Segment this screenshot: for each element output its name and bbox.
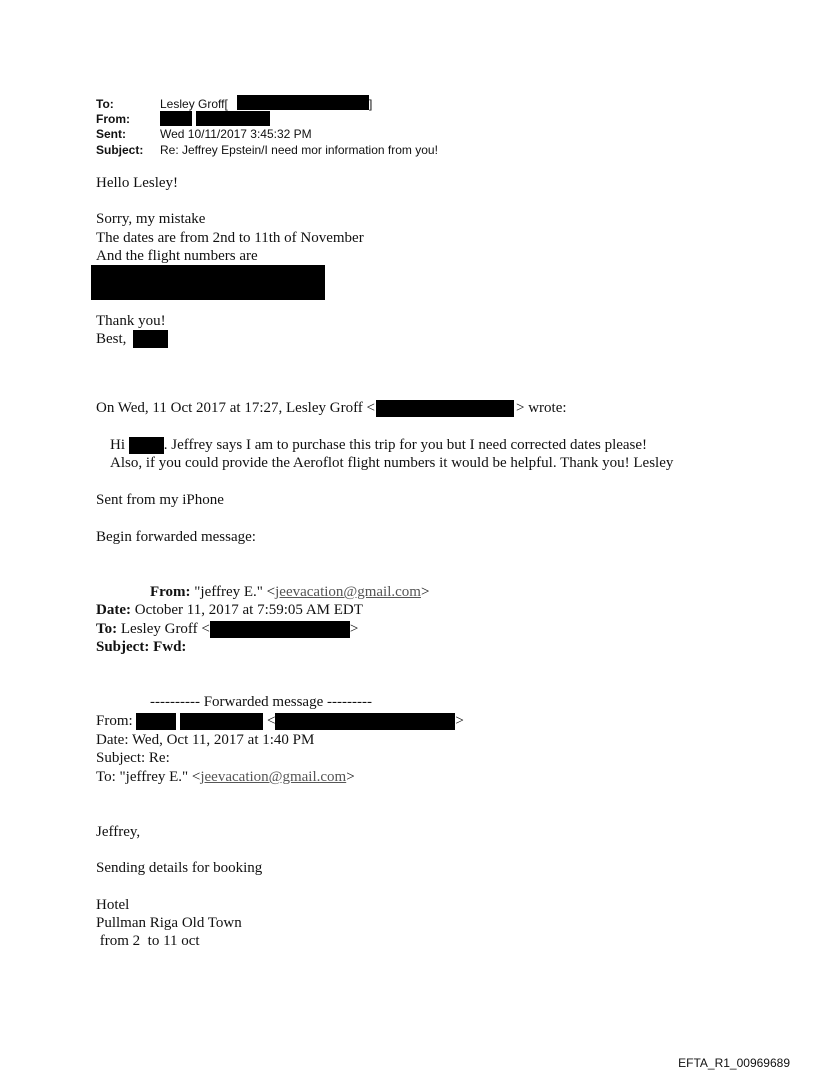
document-id: EFTA_R1_00969689 — [678, 1056, 790, 1070]
redaction-flight-numbers — [91, 265, 325, 300]
fwd2-date: Date: Wed, Oct 11, 2017 at 1:40 PM — [96, 732, 315, 748]
subject-value: Re: Jeffrey Epstein/I need mor information from you! — [160, 143, 438, 157]
fwd1-date-value: October 11, 2017 at 7:59:05 AM EDT — [134, 602, 363, 618]
thanks: Thank you! — [96, 313, 166, 329]
redaction-fwd2-email — [275, 713, 455, 730]
subject-label: Subject: — [96, 143, 144, 157]
fwd1-to-label: To: — [96, 621, 118, 637]
begin-forwarded: Begin forwarded message: — [96, 529, 256, 545]
fwd1-date-label: Date: — [96, 602, 131, 618]
quote-hi: Hi — [110, 437, 125, 453]
fwd1-from-close: > — [420, 584, 430, 600]
redaction-sender-name — [133, 330, 168, 348]
fwd2-to-line — [96, 769, 355, 786]
from-label: From: — [96, 112, 130, 126]
fwd2-to-close: > — [346, 769, 355, 785]
fwd1-subject: Subject: Fwd: — [96, 639, 187, 655]
fwd2-to-prefix: To: "jeffrey E." < — [96, 769, 201, 785]
quote-intro-text: On Wed, 11 Oct 2017 at 17:27, Lesley Groff < — [96, 400, 376, 416]
fwd1-from-name: "jeffrey E." < — [194, 584, 276, 600]
fwd2-to-email-link[interactable]: jeevacation@gmail.com — [200, 769, 347, 785]
quote-body-2: Also, if you could provide the Aeroflot flight numbers it would be helpful. Thank you! Lesley — [110, 455, 674, 471]
greeting: Hello Lesley! — [96, 175, 179, 191]
fwd1-date-line — [96, 602, 363, 619]
reply-line-1: Sorry, my mistake — [96, 211, 206, 227]
fwd2-from-line — [96, 713, 464, 730]
fwd1-to-line — [96, 621, 358, 638]
to-value: Lesley Groff[ — [160, 97, 228, 111]
redaction-fwd2-last-name — [180, 713, 263, 730]
fwd1-to-close: > — [349, 621, 359, 637]
redaction-to-email — [237, 95, 369, 110]
redaction-lesley-email — [376, 400, 514, 417]
booking-salutation: Jeffrey, — [96, 824, 141, 840]
reply-line-3: And the flight numbers are — [96, 248, 258, 264]
signoff: Best, — [96, 331, 127, 347]
hotel-name: Pullman Riga Old Town — [96, 915, 242, 931]
to-close: ] — [369, 97, 373, 111]
fwd2-divider: ---------- Forwarded message --------- — [150, 694, 372, 710]
redaction-recipient-name — [129, 437, 164, 454]
hotel-dates: from 2 to 11 oct — [96, 933, 200, 949]
reply-line-2: The dates are from 2nd to 11th of November — [96, 230, 364, 246]
fwd1-from-line — [150, 584, 429, 601]
to-label: To: — [96, 97, 114, 111]
booking-intro: Sending details for booking — [96, 860, 263, 876]
sent-label: Sent: — [96, 127, 126, 141]
fwd2-from-label: From: — [96, 713, 133, 729]
quote-body-1 — [110, 437, 647, 454]
fwd1-from-label: From: — [150, 584, 191, 600]
sent-value: Wed 10/11/2017 3:45:32 PM — [160, 127, 312, 141]
quote-body-1-text: . Jeffrey says I am to purchase this trip for you but I need corrected dates please! — [163, 437, 648, 453]
fwd2-from-lt: < — [266, 713, 276, 729]
fwd1-from-email-link[interactable]: jeevacation@gmail.com — [275, 584, 421, 600]
redaction-from-last — [196, 111, 270, 126]
fwd2-subject: Subject: Re: — [96, 750, 170, 766]
sent-from-iphone: Sent from my iPhone — [96, 492, 224, 508]
redaction-fwd1-to-email — [210, 621, 350, 638]
hotel-label: Hotel — [96, 897, 130, 913]
redaction-fwd2-first-name — [136, 713, 176, 730]
redaction-from-first — [160, 111, 192, 126]
fwd1-to-value: Lesley Groff < — [120, 621, 210, 637]
quote-intro-wrote: > wrote: — [516, 400, 567, 416]
fwd2-from-gt: > — [455, 713, 464, 729]
quote-intro — [96, 400, 567, 417]
